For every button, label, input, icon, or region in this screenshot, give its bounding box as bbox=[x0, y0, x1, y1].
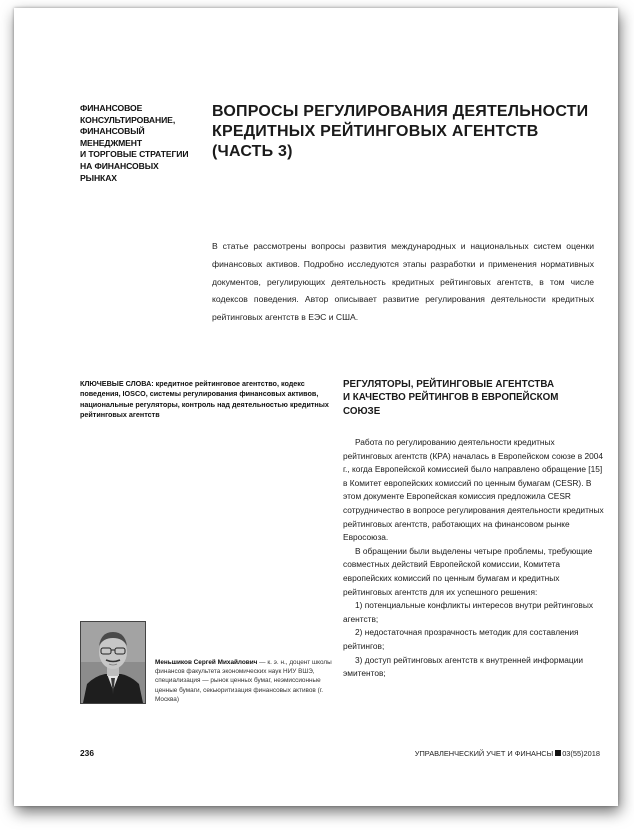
list-item: 2) недостаточная прозрачность методик для составления рейтингов; bbox=[343, 627, 579, 651]
section-rubric: ФИНАНСОВОЕ КОНСУЛЬТИРОВАНИЕ, ФИНАНСОВЫЙ МЕНЕДЖМЕНТ И ТОРГОВЫЕ СТРАТЕГИИ НА ФИНАНСОВЫХ РЫНКАХ bbox=[80, 103, 189, 183]
issue-number: 03(55)2018 bbox=[562, 749, 600, 758]
author-info bbox=[155, 658, 335, 704]
keywords: КЛЮЧЕВЫЕ СЛОВА: кредитное рейтинговое агентство, кодекс поведения, IOSCO, системы регулирования финансовых активов, национальные регуляторы, контроль над деятельностью кредитных рейтинговых агентств bbox=[80, 379, 329, 420]
author-portrait-image bbox=[81, 622, 145, 703]
author-photo bbox=[80, 621, 146, 704]
journal-page bbox=[14, 8, 618, 806]
author-bio: — к. э. н., доцент школы финансов факультета экономических наук НИУ ВШЭ, специализация — рынок ценных бумаг, неэмиссионные ценные бумаги, секьюритизация финансовых активов (г. Москва) bbox=[155, 659, 332, 703]
paragraph: В обращении были выделены четыре проблемы, требующие совместных действий Европейской комиссии, Комитета европейских комиссий по ценным бумагам и кредитных рейтинговых агентств для их успешного решения: bbox=[343, 545, 593, 597]
section-heading: РЕГУЛЯТОРЫ, РЕЙТИНГОВЫЕ АГЕНТСТВА И КАЧЕСТВО РЕЙТИНГОВ В ЕВРОПЕЙСКОМ СОЮЗЕ bbox=[343, 379, 559, 417]
list-item: 1) потенциальные конфликты интересов внутри рейтинговых агентств; bbox=[343, 600, 593, 624]
body-text bbox=[343, 436, 604, 681]
article-title: ВОПРОСЫ РЕГУЛИРОВАНИЯ ДЕЯТЕЛЬНОСТИ КРЕДИТНЫХ РЕЙТИНГОВЫХ АГЕНТСТВ (ЧАСТЬ 3) bbox=[212, 103, 589, 160]
author-name: Меньшиков Сергей Михайлович bbox=[155, 659, 258, 666]
article-abstract: В статье рассмотрены вопросы развития международных и национальных систем оценки финансовых активов. Подробно исследуются этапы разработки и применения нормативных документов, регулирующих деятельность кредитных рейтинговых агентств, в том числе кодексов поведения. Автор описывает развитие регулирования деятельности кредитных рейтинговых агентств в ЕЭС и США. bbox=[212, 241, 594, 323]
paragraph: Работа по регулированию деятельности кредитных рейтинговых агентств (КРА) началась в Европейском союзе в 2004 г., когда Европейской комиссией было направлено обращение [15] в Комитет европейских комиссий по ценным бумагам (CESR). В этом документе Европейская комиссия предложила CESR сотрудничество в вопросе регулирования деятельности кредитных рейтинговых агентств, работающих на финансовом рынке Евросоюза. bbox=[343, 437, 604, 543]
square-bullet-icon bbox=[555, 750, 561, 756]
page-number: 236 bbox=[80, 748, 94, 758]
running-footer bbox=[415, 749, 600, 758]
journal-name: УПРАВЛЕНЧЕСКИЙ УЧЕТ И ФИНАНСЫ bbox=[414, 749, 554, 758]
list-item: 3) доступ рейтинговых агентств к внутренней информации эмитентов; bbox=[343, 654, 584, 679]
